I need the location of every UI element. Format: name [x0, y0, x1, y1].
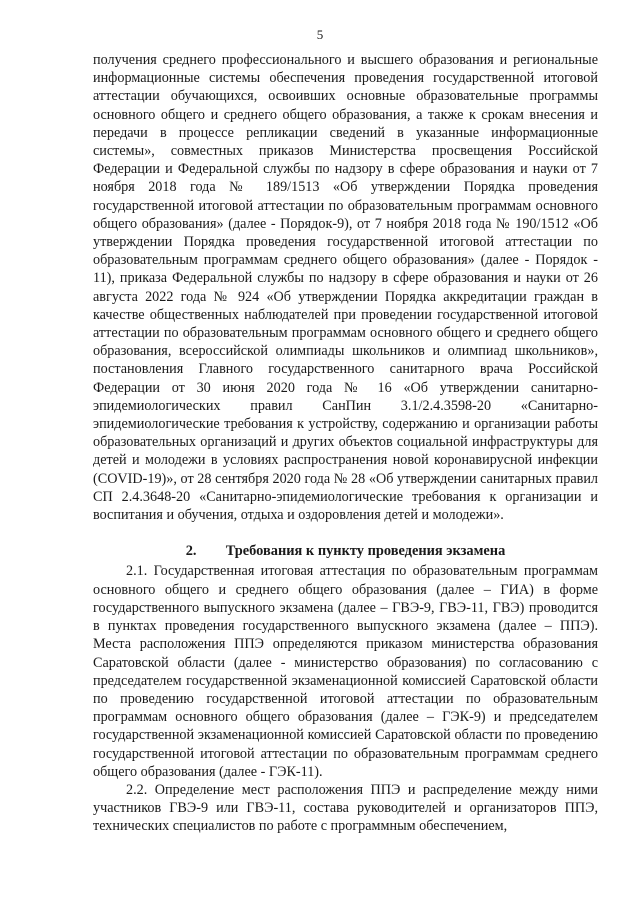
paragraph-continuation: получения среднего профессионального и высшего образования и региональные информационные системы обеспечения проведения государственной итоговой аттестации обучающихся, освоивших основные образовательные программы основного общего и среднего общего образования, а также к срокам внесения и передачи в процессе репликации сведений в указанные информационные системы», совместных приказов Министерства просвещения Российской Федерации и Федеральной службы по надзору в сфере образования и науки от 7 ноября 2018 года № 189/1513 «Об утверждении Порядка проведения государственной итоговой аттестации по образовательным программам основного общего образования» (далее - Порядок-9), от 7 ноября 2018 года № 190/1512 «Об утверждении Порядка проведения государственной итоговой аттестации по образовательным программам среднего общего образования» (далее - Порядок - 11), приказа Федеральной службы по надзору в сфере образования и науки от 26 августа 2022 года № 924 «Об утверждении Порядка аккредитации граждан в качестве общественных наблюдателей при проведении государственной итоговой аттестации по образовательным программам основного общего и среднего общего образования, всероссийской олимпиады школьников и олимпиад школьников», постановления Главного государственного санитарного врача Российской Федерации от 30 июня 2020 года № 16 «Об утверждении санитарно-эпидемиологических правил СанПин 3.1/2.4.3598-20 «Санитарно-эпидемиологические требования к устройству, содержанию и организации работы образовательных организаций и других объектов социальной инфраструктуры для детей и молодежи в условиях распространения новой коронавирусной инфекции (COVID-19)», от 28 сентября 2020 года № 28 «Об утверждении санитарных правил СП 2.4.3648-20 «Санитарно-эпидемиологические требования к организации и воспитания и обучения, отдыха и оздоровления детей и молодежи».: [93, 52, 598, 524]
paragraph-2-1: 2.1. Государственная итоговая аттестация по образовательным программам основного общего и среднего общего образования (далее – ГИА) в форме государственного выпускного экзамена (далее – ГВЭ-9, ГВЭ-11, ГВЭ) проводится в пунктах проведения государственного выпускного экзамена (далее – ППЭ). Места расположения ППЭ определяются приказом министерства образования Саратовской области (далее - министерство образования) по согласованию с председателем государственной экзаменационной комиссией Саратовской области по проведению государственной итоговой аттестации по образовательным программам основного общего образования (далее – ГЭК-9) и председателем государственной экзаменационной комиссией Саратовской области по проведению государственной итоговой аттестации по образовательным программам среднего общего образования (далее - ГЭК-11).: [93, 563, 598, 780]
section-number: 2.: [185, 543, 197, 560]
page-number: 5: [316, 27, 324, 42]
section-heading: [93, 542, 598, 560]
paragraph-2-2: 2.2. Определение мест расположения ППЭ и распределение между ними участников ГВЭ-9 или ГВЭ-11, состава руководителей и организаторов ППЭ, технических специалистов по работе с программным обеспечением,: [93, 781, 598, 835]
section-title: Требования к пункту проведения экзамена: [225, 543, 506, 560]
document-body: [93, 51, 598, 836]
